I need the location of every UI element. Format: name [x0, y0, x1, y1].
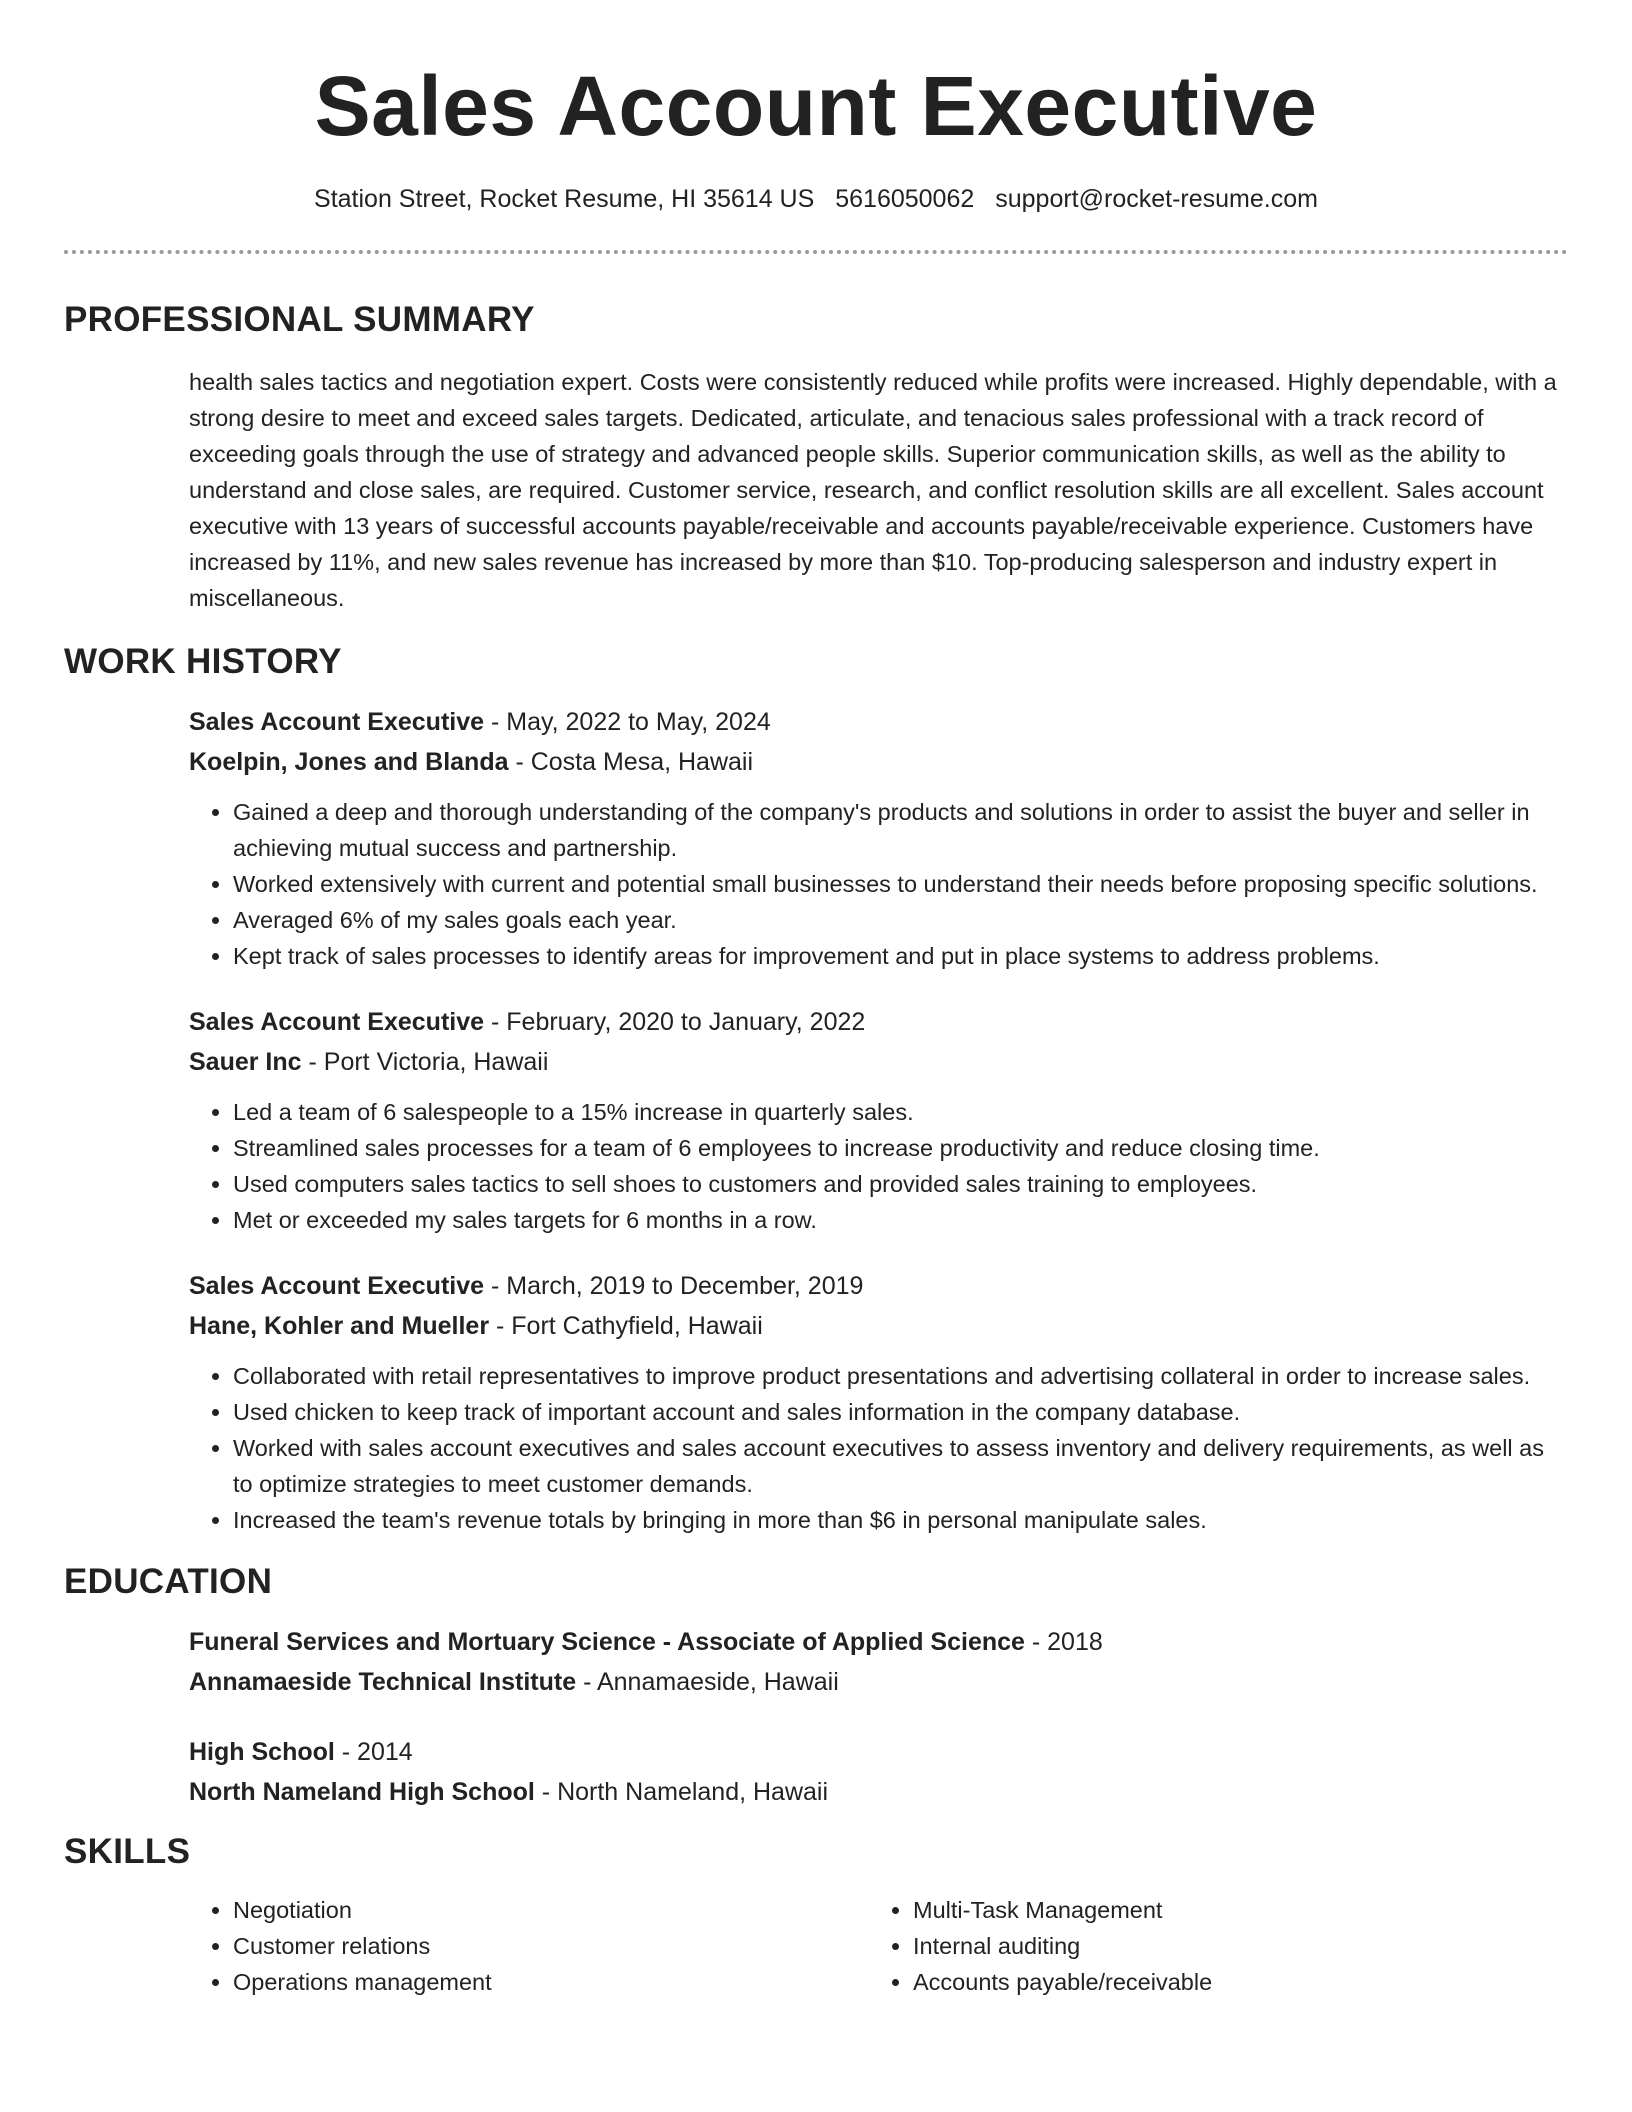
job-location: - Costa Mesa, Hawaii: [508, 748, 754, 776]
education-degree-line: [189, 1732, 1568, 1772]
skills-column-left: [189, 1892, 869, 2000]
skills-section: [64, 1830, 1568, 2000]
job-role-line: [189, 702, 1568, 742]
job-entry: [189, 1266, 1568, 1538]
job-dates: - March, 2019 to December, 2019: [484, 1272, 864, 1300]
job-company-line: [189, 1306, 1568, 1346]
education-school-line: [189, 1662, 1568, 1702]
contact-phone: 5616050062: [835, 185, 975, 213]
education-entry: [189, 1622, 1568, 1702]
job-role: Sales Account Executive: [189, 1272, 485, 1300]
job-bullet: • Met or exceeded my sales targets for 6 months in a row.: [233, 1202, 1568, 1238]
skills-column-right: [869, 1892, 1549, 2000]
job-role: Sales Account Executive: [189, 1008, 485, 1036]
contact-line: [64, 182, 1568, 216]
skill-item: • Internal auditing: [913, 1928, 1549, 1964]
job-bullet: • Collaborated with retail representatives to improve product presentations and advertising collateral in order to increase sales.: [233, 1358, 1568, 1394]
education-school-line: [189, 1772, 1568, 1812]
education-location: - North Nameland, Hawaii: [534, 1778, 829, 1806]
job-bullets: [189, 1094, 1568, 1238]
education-school: North Nameland High School: [189, 1778, 535, 1806]
contact-address: Station Street, Rocket Resume, HI 35614 US: [314, 185, 815, 213]
job-company-line: [189, 742, 1568, 782]
skill-item: • Negotiation: [233, 1892, 869, 1928]
job-dates: - May, 2022 to May, 2024: [484, 708, 771, 736]
job-company-line: [189, 1042, 1568, 1082]
job-location: - Port Victoria, Hawaii: [301, 1048, 549, 1076]
work-history-section: [64, 640, 1568, 1538]
education-location: - Annamaeside, Hawaii: [576, 1668, 839, 1696]
job-bullet: • Worked extensively with current and potential small businesses to understand their needs before proposing specific solutions.: [233, 866, 1568, 902]
education-school: Annamaeside Technical Institute: [189, 1668, 577, 1696]
skill-item: • Multi-Task Management: [913, 1892, 1549, 1928]
education-section: [64, 1560, 1568, 1812]
job-bullet: • Led a team of 6 salespeople to a 15% increase in quarterly sales.: [233, 1094, 1568, 1130]
job-bullet: • Streamlined sales processes for a team of 6 employees to increase productivity and reduce closing time.: [233, 1130, 1568, 1166]
education-degree: Funeral Services and Mortuary Science - Associate of Applied Science: [189, 1628, 1025, 1656]
skills-list-right: [869, 1892, 1549, 2000]
skill-item: • Accounts payable/receivable: [913, 1964, 1549, 2000]
job-bullets: [189, 794, 1568, 974]
education-entry: [189, 1732, 1568, 1812]
resume-name: Sales Account Executive: [314, 59, 1318, 153]
job-bullet: • Averaged 6% of my sales goals each year.: [233, 902, 1568, 938]
job-company: Sauer Inc: [189, 1048, 302, 1076]
work-history-title: WORK HISTORY: [64, 642, 342, 681]
job-bullet: • Worked with sales account executives and sales account executives to assess inventory and delivery requirements, as well as to optimize strategies to meet customer demands.: [233, 1430, 1568, 1502]
contact-email: support@rocket-resume.com: [995, 185, 1318, 213]
job-bullets: [189, 1358, 1568, 1538]
education-year: - 2018: [1024, 1628, 1103, 1656]
job-role: Sales Account Executive: [189, 708, 485, 736]
summary-title: PROFESSIONAL SUMMARY: [64, 300, 535, 339]
summary-text: health sales tactics and negotiation expert. Costs were consistently reduced while profits were increased. Highly dependable, with a strong desire to meet and exceed sales targets. Dedicated, articulate, and tenacious sales professional with a track record of exceeding goals through the use of strategy and advanced people skills. Superior communication skills, as well as the ability to understand and close sales, are required. Customer service, research, and conflict resolution skills are all excellent. Sales account executive with 13 years of successful accounts payable/receivable and accounts payable/receivable experience. Customers have increased by 11%, and new sales revenue has increased by more than $10. Top-producing salesperson and industry expert in miscellaneous.: [189, 369, 1557, 611]
job-bullet: • Gained a deep and thorough understanding of the company's products and solutions in order to assist the buyer and seller in achieving mutual success and partnership.: [233, 794, 1568, 866]
skill-item: • Operations management: [233, 1964, 869, 2000]
skill-item: • Customer relations: [233, 1928, 869, 1964]
job-company: Hane, Kohler and Mueller: [189, 1312, 490, 1340]
education-degree: High School: [189, 1738, 335, 1766]
job-role-line: [189, 1002, 1568, 1042]
job-company: Koelpin, Jones and Blanda: [189, 748, 509, 776]
job-bullet: • Kept track of sales processes to identify areas for improvement and put in place systems to address problems.: [233, 938, 1568, 974]
job-bullet: • Used chicken to keep track of important account and sales information in the company database.: [233, 1394, 1568, 1430]
skills-list-left: [189, 1892, 869, 2000]
job-bullet: • Increased the team's revenue totals by bringing in more than $6 in personal manipulate sales.: [233, 1502, 1568, 1538]
header-divider: [64, 250, 1568, 254]
skills-grid: [189, 1892, 1568, 2000]
job-entry: [189, 702, 1568, 974]
summary-section: [64, 298, 1568, 616]
skills-title: SKILLS: [64, 1832, 191, 1871]
job-entry: [189, 1002, 1568, 1238]
job-bullet: • Used computers sales tactics to sell shoes to customers and provided sales training to employees.: [233, 1166, 1568, 1202]
education-degree-line: [189, 1622, 1568, 1662]
job-role-line: [189, 1266, 1568, 1306]
education-year: - 2014: [334, 1738, 413, 1766]
job-dates: - February, 2020 to January, 2022: [484, 1008, 866, 1036]
job-location: - Fort Cathyfield, Hawaii: [489, 1312, 763, 1340]
education-title: EDUCATION: [64, 1562, 273, 1601]
